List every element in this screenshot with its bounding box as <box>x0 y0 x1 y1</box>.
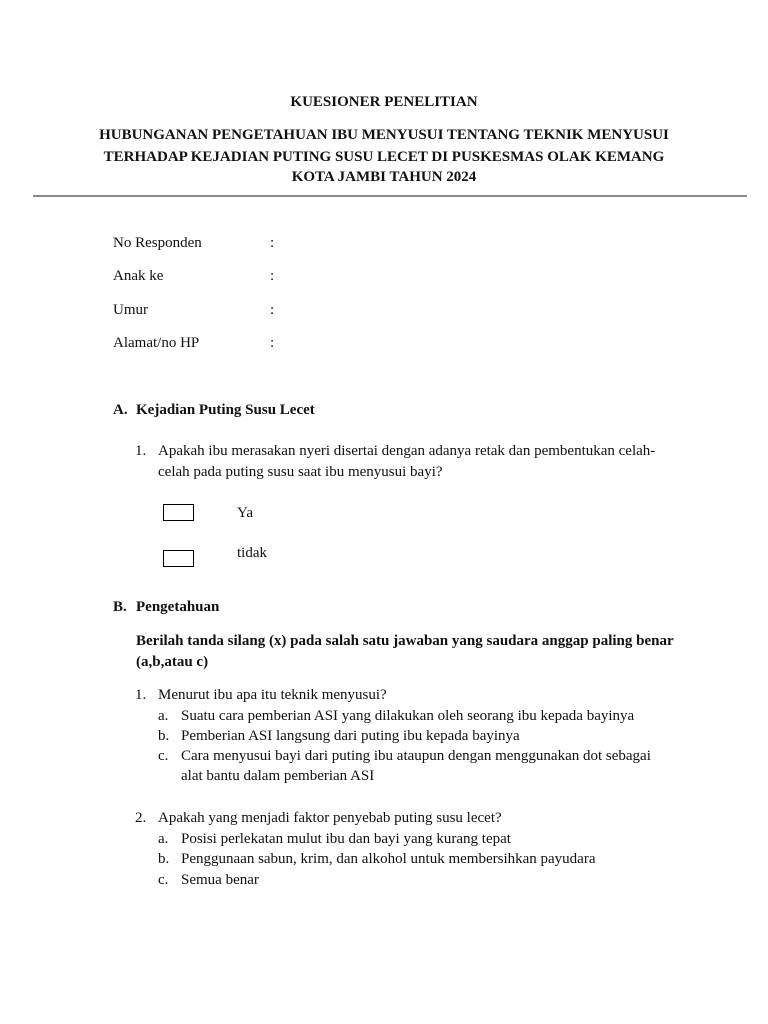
question-2-option-a-letter: a. <box>158 831 169 847</box>
field-colon-no-responden: : <box>270 235 275 251</box>
question-2-option-c-letter: c. <box>158 872 169 888</box>
question-1-option-c-text: Cara menyusui bayi dari puting ibu ataupun dengan menggunakan dot sebagai alat bantu dalam pemberian ASI <box>181 748 651 784</box>
section-a-question-text: Apakah ibu merasakan nyeri disertai dengan adanya retak dan pembentukan celah-celah pada puting susu saat ibu menyusui bayi? <box>158 443 656 480</box>
field-label-no-responden: No Responden <box>113 235 202 251</box>
answer-label-ya: Ya <box>237 505 253 521</box>
section-b-instruction: Berilah tanda silang (x) pada salah satu jawaban yang saudara anggap paling benar (a,b,atau c) <box>136 633 674 670</box>
section-a-letter: A. <box>113 402 128 418</box>
question-1-option-a-letter: a. <box>158 708 169 724</box>
section-b-letter: B. <box>113 599 127 615</box>
question-1-option-b-letter: b. <box>158 728 170 744</box>
question-2-option-a-text: Posisi perlekatan mulut ibu dan bayi yang kurang tepat <box>181 831 511 847</box>
question-1-text: Menurut ibu apa itu teknik menyusui? <box>158 687 387 703</box>
question-2-option-c-text: Semua benar <box>181 872 259 888</box>
document-subtitle-line-1: HUBUNGANAN PENGETAHUAN IBU MENYUSUI TENTANG TEKNIK MENYUSUI <box>99 127 669 143</box>
answer-checkbox-tidak[interactable] <box>163 550 194 567</box>
field-colon-umur: : <box>270 302 275 318</box>
document-subtitle-line-3: KOTA JAMBI TAHUN 2024 <box>291 169 477 185</box>
field-label-anak-ke: Anak ke <box>113 268 164 284</box>
question-2-number: 2. <box>135 810 147 826</box>
section-a-question-number: 1. <box>135 443 147 459</box>
field-label-alamat: Alamat/no HP <box>113 335 200 351</box>
document-title: KUESIONER PENELITIAN <box>290 94 478 110</box>
field-label-umur: Umur <box>113 302 148 318</box>
header-divider <box>33 195 747 197</box>
question-1-option-a-text: Suatu cara pemberian ASI yang dilakukan oleh seorang ibu kepada bayinya <box>181 708 635 724</box>
question-2-text: Apakah yang menjadi faktor penyebab puting susu lecet? <box>158 810 502 826</box>
question-2-option-b-text: Penggunaan sabun, krim, dan alkohol untuk membersihkan payudara <box>181 851 596 867</box>
answer-label-tidak: tidak <box>237 545 267 561</box>
document-subtitle-line-2: TERHADAP KEJADIAN PUTING SUSU LECET DI PUSKESMAS OLAK KEMANG <box>103 149 665 165</box>
section-a-title: Kejadian Puting Susu Lecet <box>136 402 315 418</box>
question-2-option-b-letter: b. <box>158 851 170 867</box>
field-colon-anak-ke: : <box>270 268 275 284</box>
question-1-option-b-text: Pemberian ASI langsung dari puting ibu kepada bayinya <box>181 728 520 744</box>
answer-checkbox-ya[interactable] <box>163 504 194 521</box>
question-1-number: 1. <box>135 687 147 703</box>
question-1-option-c-letter: c. <box>158 748 169 764</box>
field-colon-alamat: : <box>270 335 275 351</box>
section-b-title: Pengetahuan <box>136 599 220 615</box>
